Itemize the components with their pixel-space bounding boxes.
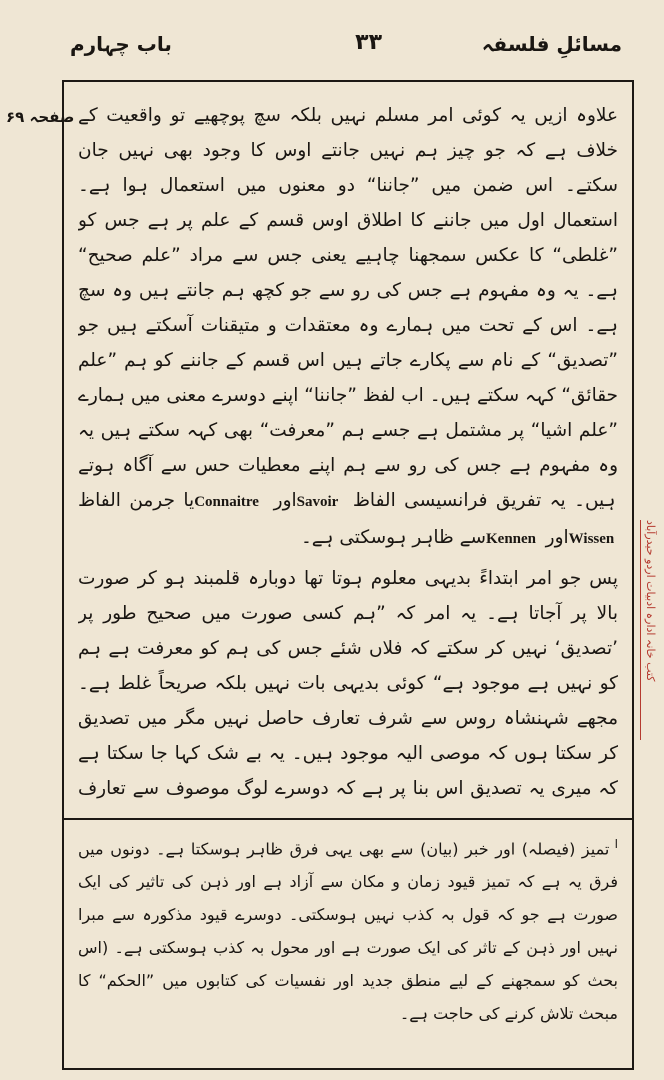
text-line: علم پر ہے جس کو ”غلطی“ کا عکس سمجھنا چاہیے یعنی جس سے مراد ”علم صحیح“ ہے۔ یہ xyxy=(78,210,618,301)
text-line: اس قسم کے جاننے کو ہم ”علم حقائق“ کہہ سکتے ہیں۔ اب لفظ ”جاننا“ اپنے دوسرے xyxy=(78,350,618,406)
footnote-line: بہ کذب نہیں ہوسکتی۔ دوسرے قیود مذکورہ سے مبرا نہیں اور ذہن کے تاثر کی ایک xyxy=(78,905,618,958)
main-text xyxy=(78,98,618,808)
footnote-marker: ا xyxy=(609,837,618,851)
text-fragment: سے xyxy=(453,527,487,548)
text-line: جس کی ہم کو معرفت ہے ہم کو نہیں ہے موجود ہے“ کوئی بدیہی بات نہیں بلکہ صریحاً غلط xyxy=(78,638,618,694)
library-stamp: کتب خانہ ادارہ ادبیات اردو حیدرآباد xyxy=(640,520,657,740)
text-line: جو چیز ہم نہیں جانتے اوس کا وجود بھی نہیں جان سکتے۔ اس ضمن میں ”جاننا“ xyxy=(78,140,618,196)
latin-term-connaitre: Connaitre xyxy=(194,494,266,510)
text-line: مفہوم ہے جس کی رو سے ہم اپنے معطیات حس سے آگاہ ہوتے ہیں۔ یہ تفریق فرانسیسی xyxy=(78,455,616,511)
latin-term-kennen: Kennen xyxy=(486,531,540,547)
text-line: معنی میں ہمارے ”علم اشیا“ پر مشتمل ہے جسے ہم ”معرفت“ بھی کہہ سکتے ہیں یہ وہ xyxy=(78,385,618,476)
text-line: وہ معتقدات و متیقنات آسکتے ہیں جو ”تصدیق“ کے نام سے پکارے جاتے ہیں xyxy=(78,315,618,371)
text-line: دو معنوں میں استعمال ہوا ہے۔ استعمال اول میں جاننے کا اطلاق اوس قسم کے xyxy=(78,175,618,231)
text-fragment: الفاظ xyxy=(344,490,396,511)
footnote-line: تمیز (فیصلہ) اور خبر (بیان) سے بھی یہی فرق ظاہر ہوسکتا ہے۔ دونوں میں فرق xyxy=(78,839,618,892)
page-header xyxy=(60,28,640,64)
text-fragment: یا جرمن الفاظ xyxy=(78,490,195,511)
margin-page-reference: صفحہ ۶۹ xyxy=(6,108,75,126)
footnote-line: یہ ہے کہ تمیز قیود زمان و مکان سے آزاد ہے اور ذہن کی تاثیر کی ایک صورت ہے جو کہ قول xyxy=(78,872,618,925)
text-line: ہے۔ مجھے شہنشاہ روس سے شرف تعارف حاصل نہیں مگر میں تصدیق کر سکتا ہوں xyxy=(78,673,618,764)
page-number: ۳۳ xyxy=(355,30,382,55)
text-line: پس جو امر ابتداءً بدیہی معلوم ہوتا تھا دوبارہ قلمبند ہو کر صورت بالا پر آجاتا xyxy=(78,568,618,624)
paragraph-1 xyxy=(78,98,618,557)
footnote-line: صورت ہے اور محول بہ کذب ہوسکتی ہے۔ (اس بحث کو سمجھنے کے لیے منطق جدید xyxy=(78,938,618,991)
footnote xyxy=(78,828,618,1060)
book-title: مسائلِ فلسفہ xyxy=(481,32,622,56)
chapter-heading: باب چہارم xyxy=(70,32,172,56)
text-line: کہ موصی الیہ موجود ہیں۔ یہ بے شک کہا جا سکتا ہے کہ میری یہ تصدیق اس بنا پر ہے xyxy=(78,743,618,799)
text-line: ہے۔ یہ امر کہ ”ہم کسی صورت میں صحیح طور پر ’تصدیق‘ نہیں کر سکتے کہ فلاں شئے xyxy=(78,603,618,659)
text-line: ظاہر ہوسکتی ہے۔ xyxy=(300,527,454,548)
text-line: کہ دوسرے لوگ موصوف سے تعارف xyxy=(78,778,356,799)
text-line: وہ مفہوم ہے جس کی رو سے جو کچھ ہم جانتے ہیں وہ سچ ہے۔ اس کے تحت میں ہمارے xyxy=(78,280,618,336)
text-line: علاوہ ازیں یہ کوئی امر مسلم نہیں بلکہ سچ پوچھیے تو واقعیت کے خلاف ہے کہ xyxy=(78,105,618,161)
latin-term-wissen: Wissen xyxy=(568,531,618,547)
footnote-divider xyxy=(62,818,634,820)
latin-term-savoir: Savoir xyxy=(296,494,345,510)
footnote-line: اور نفسیات کی کتابوں میں ”الحکم“ کا مبحث تلاش کرنے کی حاجت ہے۔ xyxy=(78,971,618,1024)
footnote-paragraph xyxy=(78,828,618,1030)
paragraph-2 xyxy=(78,561,618,808)
text-fragment: اور xyxy=(539,527,569,548)
text-fragment: اور xyxy=(265,490,297,511)
